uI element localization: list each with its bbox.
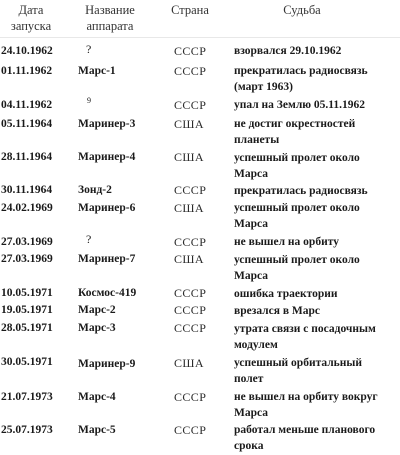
row-country: США [174, 252, 204, 266]
row-name: 9 [87, 96, 91, 105]
row-fate: успешный орбитальный полет [234, 357, 362, 385]
row-fate: прекратилась радиосвязь [234, 185, 368, 197]
row-country: СССР [174, 64, 207, 78]
row-name: ? [86, 42, 92, 56]
header-fate: Судьба [283, 3, 321, 17]
header-launch-date: Дата запуска [10, 3, 52, 33]
row-fate: врезался в Марс [234, 305, 321, 317]
row-name: Марс-5 [78, 424, 116, 436]
row-fate: упал на Землю 05.11.1962 [234, 99, 366, 111]
row-country: США [174, 356, 204, 370]
row-name: Маринер-7 [78, 253, 136, 265]
row-country: США [174, 201, 204, 215]
row-date: 30.05.1971 [1, 356, 53, 368]
row-date: 19.05.1971 [1, 304, 53, 316]
row-country: СССР [174, 286, 207, 300]
row-fate: прекратилась радиосвязь (март 1963) [234, 65, 368, 93]
row-name: ? [86, 232, 92, 246]
row-date: 28.11.1964 [1, 151, 53, 163]
row-name: Маринер-3 [78, 118, 136, 130]
header-country: Страна [171, 3, 209, 17]
row-date: 27.03.1969 [1, 253, 53, 265]
header-spacecraft-name: Название аппарата [85, 3, 135, 33]
row-fate: ошибка траектории [234, 288, 338, 300]
row-country: СССР [174, 390, 207, 404]
row-date: 27.03.1969 [1, 236, 53, 248]
row-date: 25.07.1973 [1, 424, 53, 436]
row-name: Зонд-2 [78, 184, 112, 196]
row-date: 30.11.1964 [1, 184, 53, 196]
row-date: 04.11.1962 [1, 99, 53, 111]
row-name: Марс-2 [78, 304, 116, 316]
row-country: СССР [174, 44, 207, 58]
row-name: Марс-3 [78, 322, 116, 334]
row-name: Маринер-4 [78, 151, 136, 163]
row-country: США [174, 150, 204, 164]
row-date: 28.05.1971 [1, 322, 53, 334]
row-name: Марс-4 [78, 391, 116, 403]
row-fate: взорвался 29.10.1962 [234, 45, 342, 57]
row-country: США [174, 117, 204, 131]
row-date: 24.02.1969 [1, 202, 53, 214]
row-fate: утрата связи с посадочным модулем [234, 323, 376, 351]
row-fate: не вышел на орбиту [234, 236, 339, 248]
row-fate: успешный пролет около Марса [234, 152, 360, 180]
row-date: 05.11.1964 [1, 118, 53, 130]
row-date: 01.11.1962 [1, 65, 53, 77]
row-fate: не достиг окрестностей планеты [234, 118, 356, 146]
row-name: Маринер-6 [78, 202, 136, 214]
row-fate: не вышел на орбиту вокруг Марса [234, 391, 378, 419]
row-date: 21.07.1973 [1, 391, 53, 403]
row-country: СССР [174, 183, 207, 197]
row-name: Космос-419 [78, 287, 137, 299]
row-date: 10.05.1971 [1, 287, 53, 299]
row-fate: успешный пролет около Марса [234, 254, 360, 282]
header-divider [0, 37, 400, 38]
row-country: СССР [174, 321, 207, 335]
row-fate: успешный пролет около Марса [234, 202, 360, 230]
row-date: 24.10.1962 [1, 45, 53, 57]
row-country: СССР [174, 303, 207, 317]
row-country: СССР [174, 423, 207, 437]
row-country: СССР [174, 235, 207, 249]
row-fate: работал меньше планового срока [234, 424, 376, 452]
row-name: Марс-1 [78, 65, 116, 77]
row-name: Маринер-9 [78, 358, 136, 370]
row-country: СССР [174, 98, 207, 112]
